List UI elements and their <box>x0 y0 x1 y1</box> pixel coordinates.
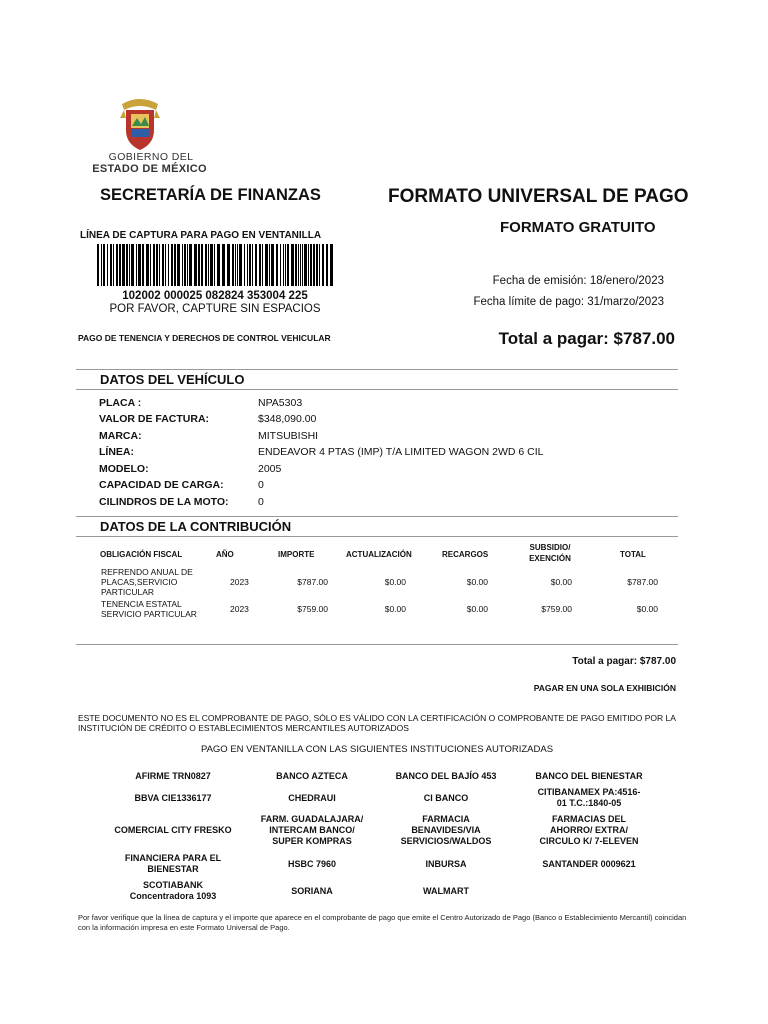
vehicle-field-label: CILINDROS DE LA MOTO: <box>99 496 229 508</box>
table-cell-obligacion: REFRENDO ANUAL DE <box>101 567 193 577</box>
barcode-bar <box>182 244 183 286</box>
barcode-bar <box>138 244 141 286</box>
barcode-bar <box>262 244 263 286</box>
barcode-bar <box>153 244 155 286</box>
col-header-subsidio: SUBSIDIO/ <box>529 543 571 552</box>
barcode-bar <box>326 244 328 286</box>
table-cell-subsidio: $759.00 <box>541 604 572 614</box>
barcode-bar <box>101 244 102 286</box>
table-cell-obligacion: PARTICULAR <box>101 587 155 597</box>
barcode-bar <box>239 244 242 286</box>
divider <box>76 644 678 645</box>
barcode-bar <box>168 244 169 286</box>
col-header-actualizacion: ACTUALIZACIÓN <box>346 550 412 559</box>
barcode-bar <box>116 244 118 286</box>
barcode-bar <box>235 244 236 286</box>
barcode-bar <box>177 244 180 286</box>
barcode-bar <box>126 244 128 286</box>
barcode-bar <box>210 244 213 286</box>
divider <box>76 536 678 537</box>
vehicle-field-value: 0 <box>258 496 264 508</box>
document-subtitle: FORMATO GRATUITO <box>500 219 656 236</box>
barcode-bar <box>298 244 299 286</box>
institution-name: CITIBANAMEX PA:4516- 01 T.C.:1840-05 <box>537 787 641 808</box>
payment-concept: PAGO DE TENENCIA Y DERECHOS DE CONTROL VEHICULAR <box>78 333 331 343</box>
table-cell-obligacion: TENENCIA ESTATAL <box>101 599 182 609</box>
barcode-bar <box>174 244 176 286</box>
disclaimer: ESTE DOCUMENTO NO ES EL COMPROBANTE DE PAGO, SÓLO ES VÁLIDO CON LA CERTIFICACIÓN O COMPROBANTE DE PAGO EMITIDO POR LA INSTITUCIÓN DE CRÉDITO O ESTABLECIMIENTOS MERCANTILES AUTORIZADOS <box>78 713 676 733</box>
authorized-institutions-title: PAGO EN VENTANILLA CON LAS SIGUIENTES INSTITUCIONES AUTORIZADAS <box>200 744 554 755</box>
barcode-bar <box>162 244 164 286</box>
table-cell-obligacion: SERVICIO PARTICULAR <box>101 609 197 619</box>
barcode-bar <box>97 244 99 286</box>
institution-name: WALMART <box>423 885 469 896</box>
barcode-bar <box>159 244 160 286</box>
vehicle-field-value: ENDEAVOR 4 PTAS (IMP) T/A LIMITED WAGON 2WD 6 CIL <box>258 446 544 458</box>
institution-name: BANCO AZTECA <box>276 770 348 781</box>
barcode-bar <box>222 244 225 286</box>
barcode-bar <box>113 244 114 286</box>
table-cell-total: $0.00 <box>636 604 658 614</box>
institution-name: INBURSA <box>425 858 467 869</box>
institution-name: CI BANCO <box>423 792 469 803</box>
col-header-recargos: RECARGOS <box>442 550 489 559</box>
barcode-bar <box>184 244 186 286</box>
barcode-bar <box>214 244 215 286</box>
barcode-bar <box>131 244 134 286</box>
table-cell-importe: $759.00 <box>297 604 328 614</box>
barcode-bar <box>150 244 151 286</box>
barcode-bar <box>316 244 318 286</box>
barcode-bar <box>122 244 125 286</box>
barcode-bar <box>291 244 294 286</box>
barcode-bar <box>129 244 130 286</box>
barcode-bar <box>252 244 253 286</box>
barcode-bar <box>295 244 297 286</box>
barcode-bar <box>280 244 281 286</box>
barcode-bar <box>269 244 270 286</box>
table-cell-anio: 2023 <box>230 604 249 614</box>
barcode-bar <box>322 244 324 286</box>
col-header-total: TOTAL <box>620 550 646 559</box>
barcode-bar <box>189 244 192 286</box>
institution-name: SORIANA <box>291 885 333 896</box>
institution-name: SCOTIABANK Concentradora 1093 <box>129 880 217 901</box>
table-cell-importe: $787.00 <box>297 577 328 587</box>
barcode-bar <box>165 244 166 286</box>
barcode-bar <box>237 244 238 286</box>
barcode-bar <box>142 244 144 286</box>
barcode-bar <box>302 244 303 286</box>
vehicle-section-title: DATOS DEL VEHÍCULO <box>100 372 245 387</box>
institution-name: FARMACIA BENAVIDES/VIA SERVICIOS/WALDOS <box>400 813 492 846</box>
barcode-bar <box>259 244 261 286</box>
vehicle-field-label: VALOR DE FACTURA: <box>99 413 210 425</box>
institution-name: BANCO DEL BAJÍO 453 <box>395 770 497 781</box>
institution-name: SANTANDER 0009621 <box>542 858 636 869</box>
institution-name: AFIRME TRN0827 <box>135 770 211 781</box>
barcode-bar <box>244 244 245 286</box>
barcode-bar <box>107 244 108 286</box>
barcode-bar <box>271 244 274 286</box>
table-cell-anio: 2023 <box>230 577 249 587</box>
barcode-bar <box>265 244 268 286</box>
table-cell-actualizacion: $0.00 <box>384 604 406 614</box>
barcode-bar <box>276 244 278 286</box>
institution-name: HSBC 7960 <box>287 858 337 869</box>
due-date: Fecha límite de pago: 31/marzo/2023 <box>473 296 664 308</box>
col-header-obligacion: OBLIGACIÓN FISCAL <box>100 550 183 559</box>
government-name-line1: GOBIERNO DEL <box>108 151 194 163</box>
table-cell-obligacion: PLACAS,SERVICIO <box>101 577 178 587</box>
table-cell-total: $787.00 <box>627 577 658 587</box>
total-to-pay: Total a pagar: $787.00 <box>498 329 675 348</box>
barcode-bar <box>205 244 207 286</box>
barcode-bar <box>308 244 309 286</box>
vehicle-field-label: CAPACIDAD DE CARGA: <box>99 479 224 491</box>
contribution-total: Total a pagar: $787.00 <box>572 656 676 667</box>
barcode-bar <box>171 244 173 286</box>
footer-note: Por favor verifique que la línea de captura y el importe que aparece en el comprobante de pago que emite el Centro Autorizado de Pago (Banco o Establecimiento Mercantil) coincidan con la información impresa en este Formato Universal de Pago. <box>78 913 687 932</box>
vehicle-field-value: MITSUBISHI <box>258 430 319 442</box>
barcode-bar <box>247 244 248 286</box>
vehicle-field-value: 0 <box>258 479 264 491</box>
barcode <box>95 244 335 286</box>
single-payment-note: PAGAR EN UNA SOLA EXHIBICIÓN <box>533 683 676 693</box>
contribution-section-title: DATOS DE LA CONTRIBUCIÓN <box>100 519 292 534</box>
barcode-bar <box>136 244 137 286</box>
barcode-bar <box>310 244 312 286</box>
barcode-bar <box>194 244 197 286</box>
institution-name: FARMACIAS DEL AHORRO/ EXTRA/ CIRCULO K/ 7-ELEVEN <box>539 813 639 846</box>
barcode-bar <box>119 244 121 286</box>
barcode-bar <box>287 244 289 286</box>
table-cell-subsidio: $0.00 <box>550 577 572 587</box>
divider <box>76 369 678 370</box>
institution-name: COMERCIAL CITY FRESKO <box>114 824 232 835</box>
table-cell-recargos: $0.00 <box>466 604 488 614</box>
barcode-bar <box>319 244 320 286</box>
document-title: FORMATO UNIVERSAL DE PAGO <box>388 186 689 207</box>
government-name-line2: ESTADO DE MÉXICO <box>92 163 207 175</box>
divider <box>76 516 678 517</box>
divider <box>76 389 678 390</box>
institution-name: CHEDRAUI <box>288 792 336 803</box>
barcode-bar <box>110 244 112 286</box>
estado-de-mexico-coat-of-arms <box>110 96 170 152</box>
vehicle-field-value: 2005 <box>258 463 282 475</box>
vehicle-field-label: MODELO: <box>99 463 149 475</box>
institution-name: FINANCIERA PARA EL BIENESTAR <box>124 853 222 874</box>
institution-name: BBVA CIE1336177 <box>134 792 212 803</box>
barcode-bar <box>217 244 220 286</box>
barcode-bar <box>285 244 286 286</box>
capture-line-label: LÍNEA DE CAPTURA PARA PAGO EN VENTANILLA <box>80 230 322 241</box>
col-header-exencion: EXENCIÓN <box>529 554 571 563</box>
table-cell-actualizacion: $0.00 <box>384 577 406 587</box>
barcode-bar <box>208 244 209 286</box>
barcode-bar <box>283 244 284 286</box>
col-header-importe: IMPORTE <box>278 550 315 559</box>
barcode-bar <box>227 244 230 286</box>
table-cell-recargos: $0.00 <box>466 577 488 587</box>
capture-line-note: POR FAVOR, CAPTURE SIN ESPACIOS <box>109 303 321 315</box>
barcode-bar <box>249 244 251 286</box>
barcode-bar <box>304 244 307 286</box>
vehicle-field-value: NPA5303 <box>258 397 303 409</box>
vehicle-field-label: MARCA: <box>99 430 142 442</box>
vehicle-field-label: LÍNEA: <box>99 446 134 458</box>
barcode-bar <box>156 244 158 286</box>
institution-name: FARM. GUADALAJARA/ INTERCAM BANCO/ SUPER KOMPRAS <box>260 813 364 846</box>
barcode-bar <box>232 244 234 286</box>
barcode-bar <box>198 244 200 286</box>
vehicle-field-label: PLACA : <box>99 397 142 409</box>
barcode-bar <box>146 244 149 286</box>
barcode-bar <box>300 244 301 286</box>
capture-line-number: 102002 000025 082824 353004 225 <box>122 290 308 302</box>
barcode-bar <box>103 244 105 286</box>
vehicle-field-value: $348,090.00 <box>258 413 317 425</box>
barcode-bar <box>187 244 188 286</box>
issue-date: Fecha de emisión: 18/enero/2023 <box>492 275 664 287</box>
barcode-bar <box>313 244 315 286</box>
col-header-anio: AÑO <box>216 550 234 559</box>
secretaria-title: SECRETARÍA DE FINANZAS <box>100 186 321 204</box>
barcode-bar <box>330 244 333 286</box>
barcode-bar <box>201 244 203 286</box>
institution-name: BANCO DEL BIENESTAR <box>535 770 643 781</box>
barcode-bar <box>255 244 257 286</box>
